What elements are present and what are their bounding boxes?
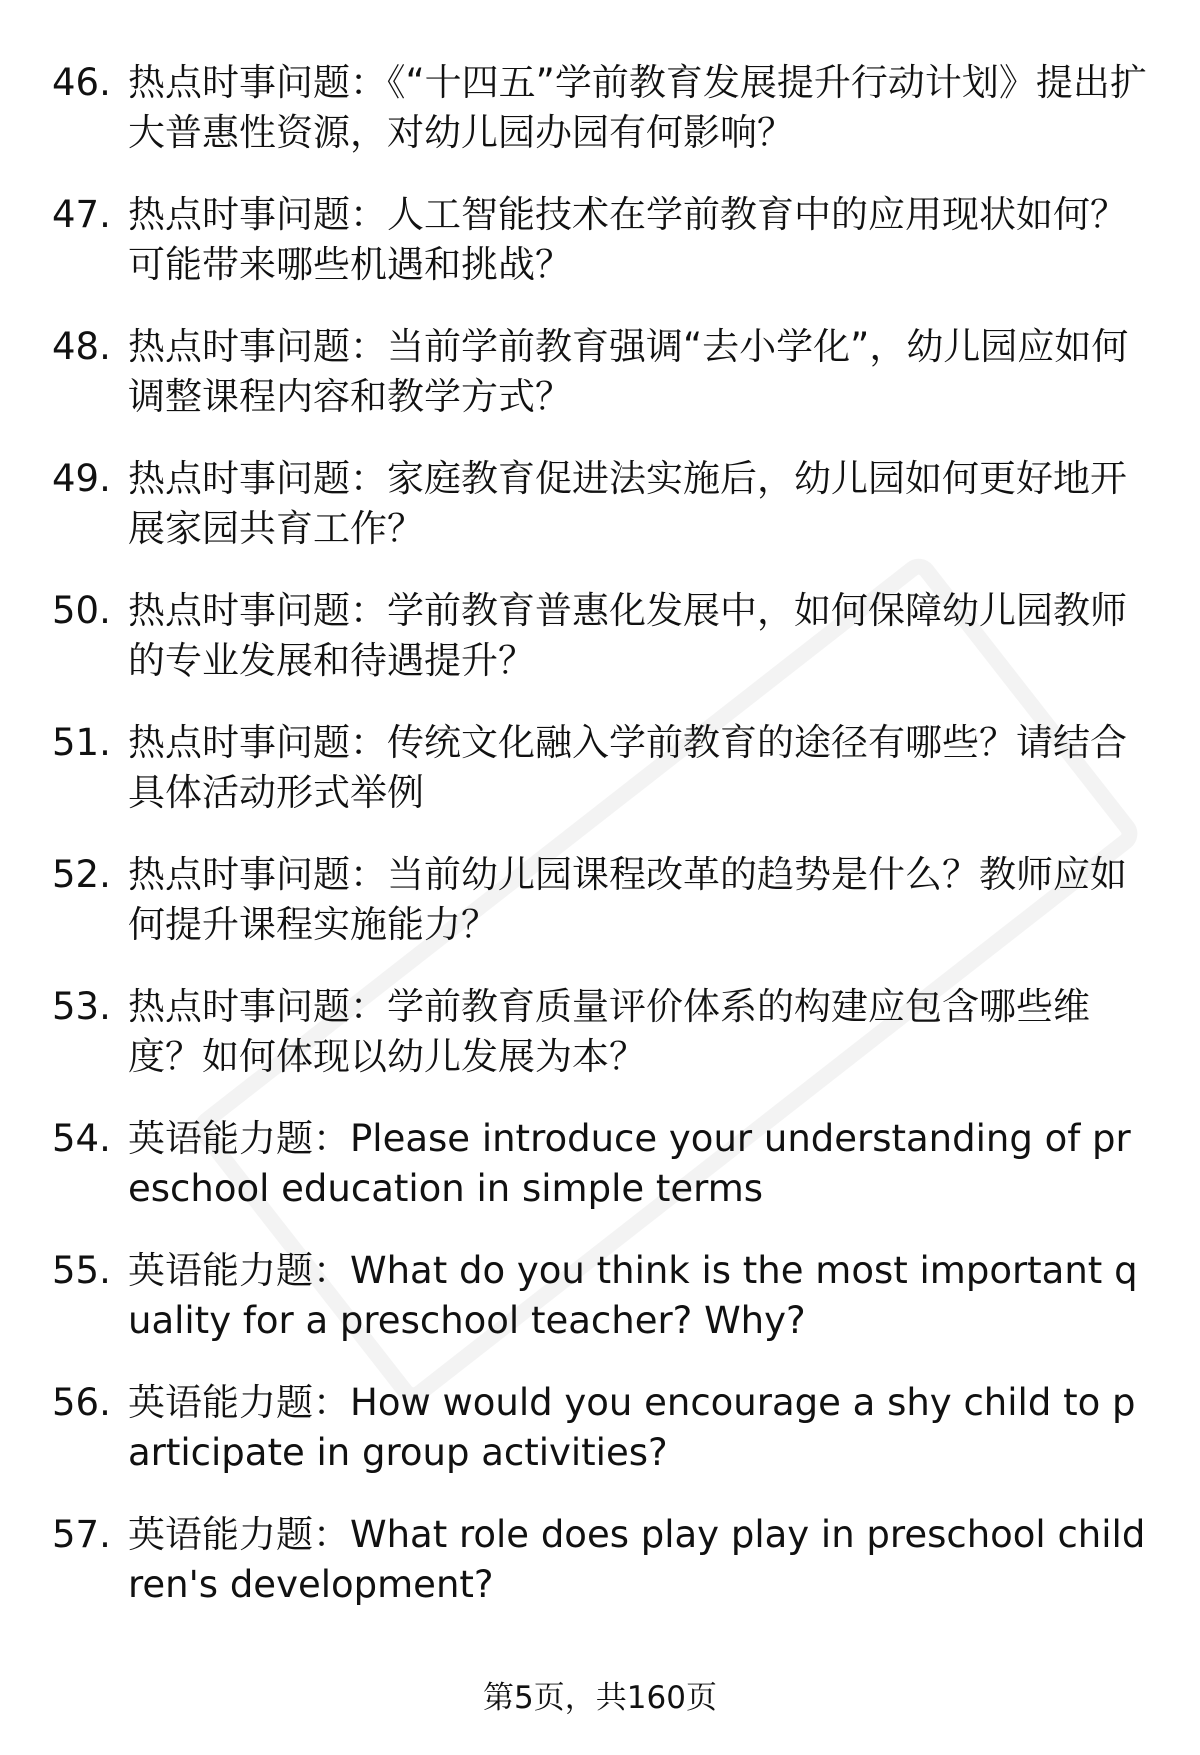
question-number: 54. [52,1117,111,1160]
question-number: 56. [52,1381,111,1424]
question-number: 47. [52,193,111,236]
question-list [52,58,1148,1642]
question-text: 热点时事问题：传统文化融入学前教育的途径有哪些？请结合具体活动形式举例 [128,721,1127,814]
question-text: 热点时事问题：当前幼儿园课程改革的趋势是什么？教师应如何提升课程实施能力？ [128,853,1127,946]
question-text: 英语能力题：How would you encourage a shy child to participate in group activities? [128,1381,1136,1474]
question-number: 46. [52,61,111,104]
question-text: 热点时事问题：人工智能技术在学前教育中的应用现状如何？可能带来哪些机遇和挑战？ [128,193,1127,286]
question-number: 53. [52,985,111,1028]
question-text: 热点时事问题：学前教育质量评价体系的构建应包含哪些维度？如何体现以幼儿发展为本？ [128,985,1090,1078]
question-item-57 [52,1510,1148,1642]
question-number: 57. [52,1513,111,1556]
question-item-56 [52,1378,1148,1510]
question-text: 英语能力题：What role does play play in preschool children's development? [128,1513,1146,1606]
question-item-50 [52,586,1148,718]
question-item-55 [52,1246,1148,1378]
page-indicator: 第5页，共160页 [483,1680,717,1716]
question-text: 热点时事问题：《“十四五”学前教育发展提升行动计划》提出扩大普惠性资源，对幼儿园办园有何影响？ [128,61,1147,154]
question-item-52 [52,850,1148,982]
question-number: 51. [52,721,111,764]
question-item-49 [52,454,1148,586]
question-text: 热点时事问题：学前教育普惠化发展中，如何保障幼儿园教师的专业发展和待遇提升？ [128,589,1127,682]
question-item-53 [52,982,1148,1114]
question-number: 55. [52,1249,111,1292]
question-item-51 [52,718,1148,850]
question-item-48 [52,322,1148,454]
question-number: 49. [52,457,111,500]
question-text: 热点时事问题：当前学前教育强调“去小学化”，幼儿园应如何调整课程内容和教学方式？ [128,325,1129,418]
question-item-54 [52,1114,1148,1246]
question-number: 50. [52,589,111,632]
question-text: 热点时事问题：家庭教育促进法实施后，幼儿园如何更好地开展家园共育工作？ [128,457,1127,550]
question-number: 48. [52,325,111,368]
question-text: 英语能力题：What do you think is the most important quality for a preschool teacher? Why? [128,1249,1138,1342]
question-number: 52. [52,853,111,896]
question-item-46 [52,58,1148,190]
question-text: 英语能力题：Please introduce your understanding of preschool education in simple terms [128,1117,1131,1210]
question-item-47 [52,190,1148,322]
